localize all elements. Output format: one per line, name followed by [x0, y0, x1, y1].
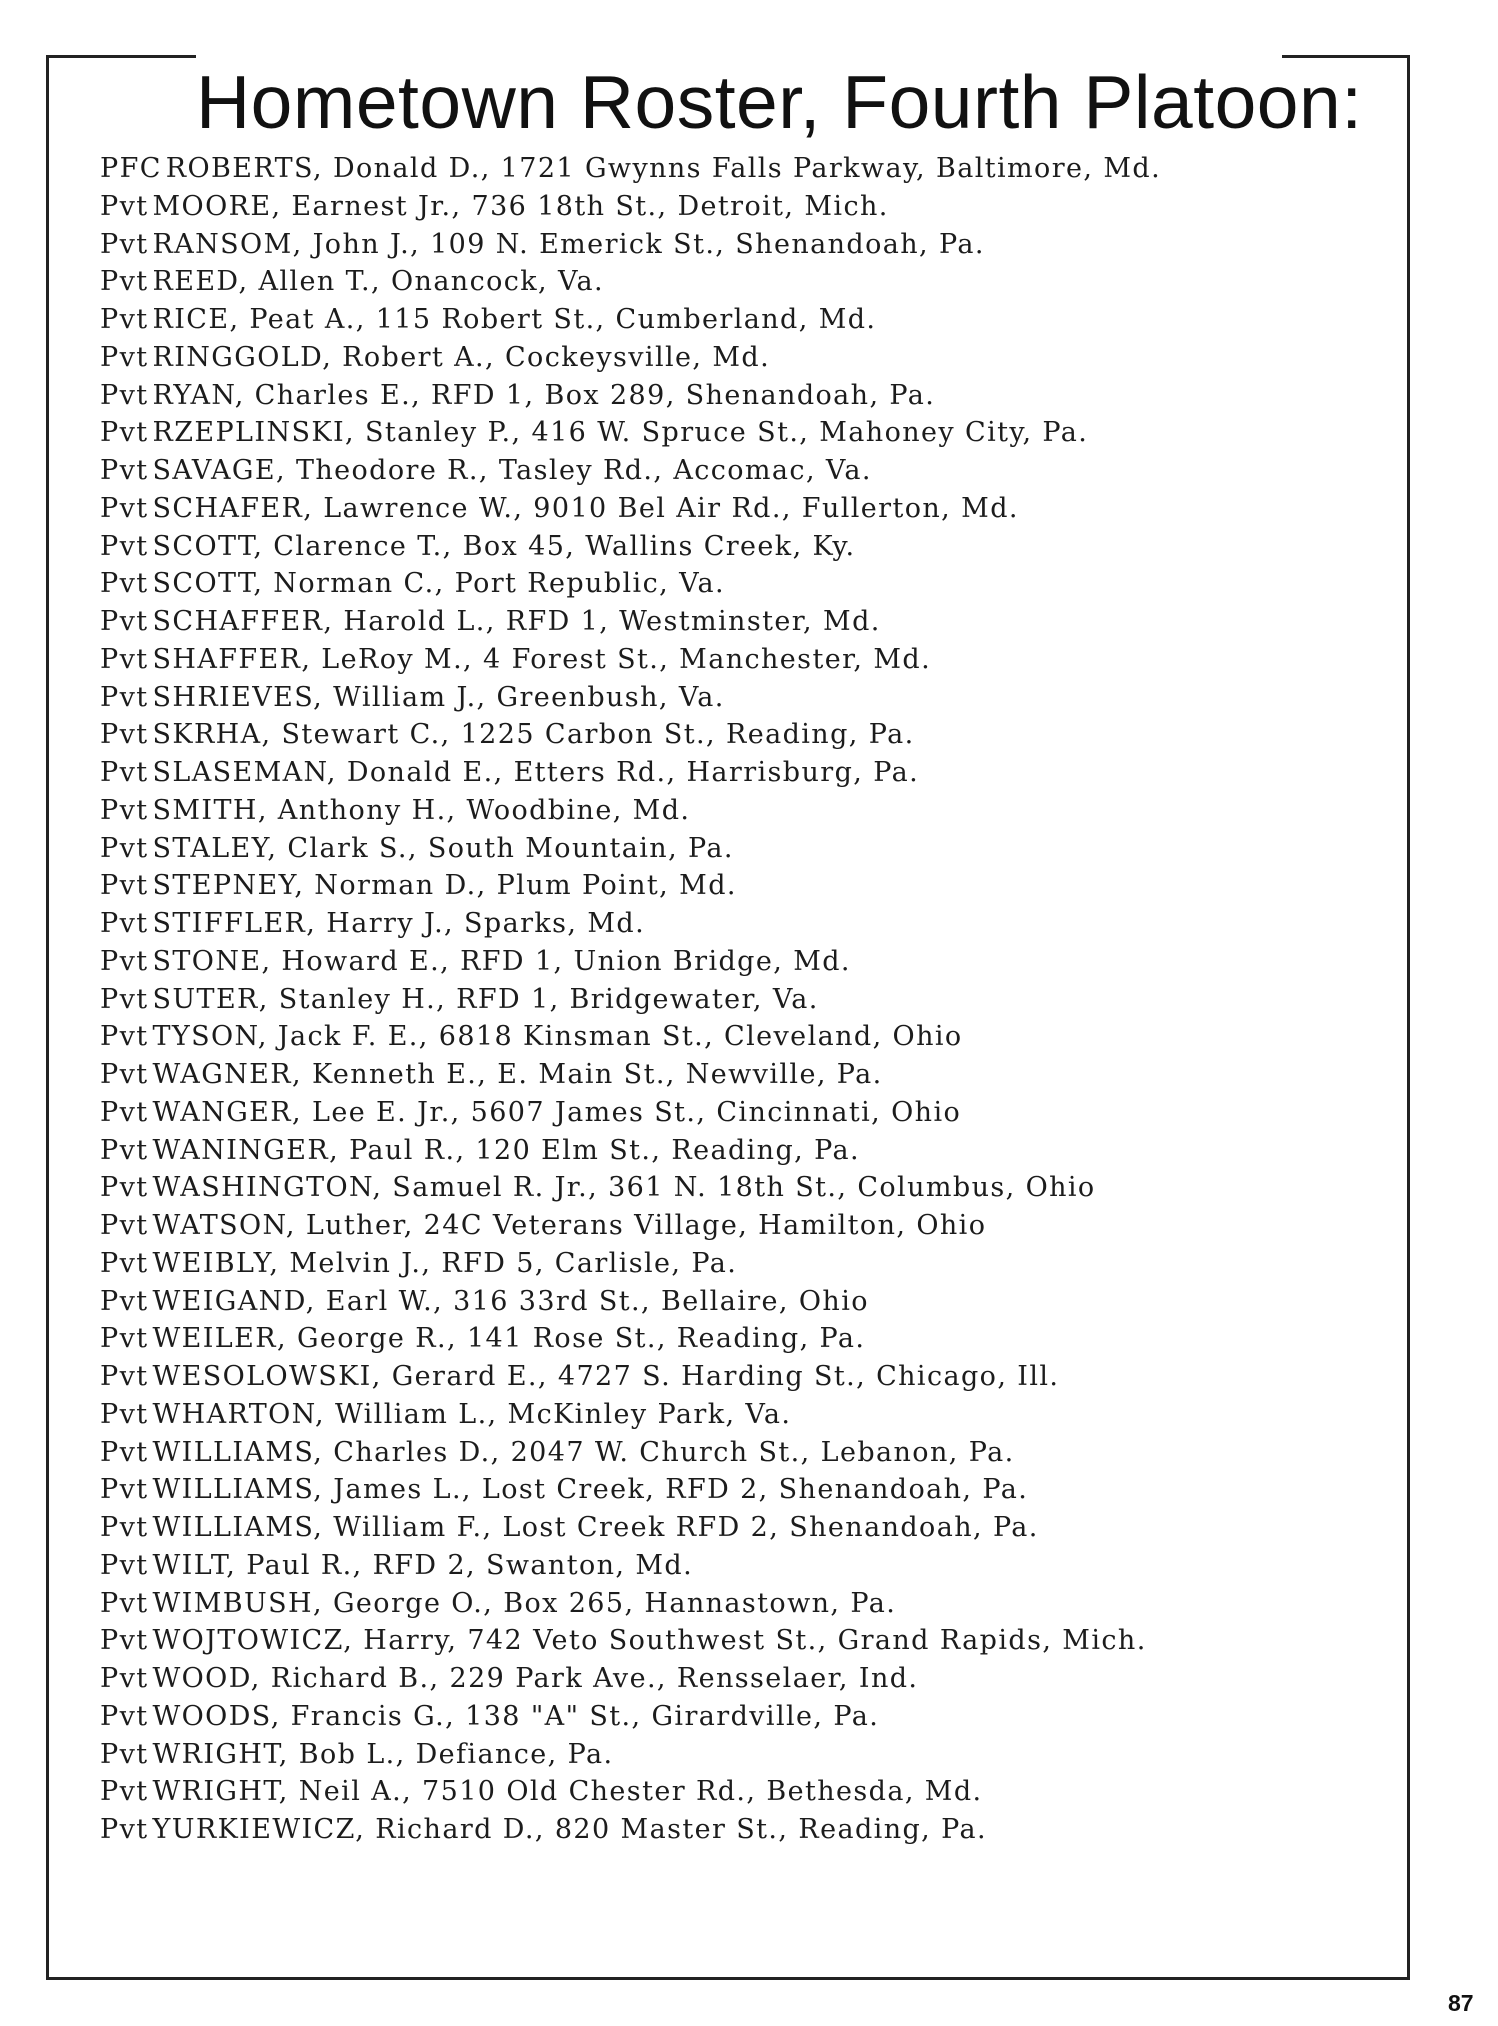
roster-entry: [100, 754, 1390, 792]
rank-label: Pvt: [100, 1549, 149, 1581]
rank-label: Pvt: [100, 1814, 149, 1845]
roster-entry: [100, 716, 1390, 754]
rank-label: Pvt: [100, 266, 149, 298]
soldier-name-address: WANGER, Lee E. Jr., 5607 James St., Cincinnati, Ohio: [152, 1096, 962, 1128]
rank-label: Pvt: [100, 190, 149, 222]
rank-label: Pvt: [100, 606, 149, 637]
rank-label: Pvt: [100, 1285, 149, 1317]
soldier-name-address: STONE, Howard E., RFD 1, Union Bridge, Md.: [152, 945, 851, 977]
rank-label: Pvt: [100, 417, 149, 449]
roster-entry: [100, 1698, 1390, 1736]
roster-entry: [100, 1736, 1390, 1774]
soldier-name-address: WEIBLY, Melvin J., RFD 5, Carlisle, Pa.: [152, 1247, 738, 1279]
rank-label: Pvt: [100, 1323, 149, 1355]
soldier-name-address: WOJTOWICZ, Harry, 742 Veto Southwest St., Grand Rapids, Mich.: [152, 1625, 1147, 1657]
roster-entry: [100, 905, 1390, 943]
soldier-name-address: STIFFLER, Harry J., Sparks, Md.: [152, 908, 646, 939]
rank-label: Pvt: [100, 568, 149, 600]
rank-label: Pvt: [100, 1436, 149, 1468]
roster-entry: [100, 1056, 1390, 1094]
roster-entry: [100, 830, 1390, 868]
soldier-name-address: WEIGAND, Earl W., 316 33rd St., Bellaire, Ohio: [152, 1285, 869, 1317]
roster-entry: [100, 1018, 1390, 1056]
soldier-name-address: SCHAFER, Lawrence W., 9010 Bel Air Rd., Fullerton, Md.: [152, 492, 1019, 524]
roster-entry: [100, 1132, 1390, 1170]
rank-label: PFC: [100, 153, 162, 184]
soldier-name-address: REED, Allen T., Onancock, Va.: [152, 266, 604, 298]
roster-entry: [100, 263, 1390, 301]
soldier-name-address: WILT, Paul R., RFD 2, Swanton, Md.: [152, 1549, 694, 1581]
rank-label: Pvt: [100, 1210, 149, 1241]
roster-entry: [100, 339, 1390, 377]
roster-entry: [100, 226, 1390, 264]
roster-entry: [100, 1207, 1390, 1245]
roster-entry: [100, 150, 1390, 188]
rank-label: Pvt: [100, 681, 149, 713]
roster-entry: [100, 1811, 1390, 1849]
rank-label: Pvt: [100, 832, 149, 864]
soldier-name-address: WHARTON, William L., McKinley Park, Va.: [152, 1398, 792, 1430]
page-number: 87: [1448, 1990, 1474, 2016]
soldier-name-address: RICE, Peat A., 115 Robert St., Cumberland, Md.: [152, 304, 877, 335]
roster-entry: [100, 981, 1390, 1019]
soldier-name-address: WESOLOWSKI, Gerard E., 4727 S. Harding St., Chicago, Ill.: [152, 1361, 1060, 1392]
soldier-name-address: WIMBUSH, George O., Box 265, Hannastown, Pa.: [152, 1587, 897, 1619]
roster-entry: [100, 641, 1390, 679]
roster-entry: [100, 792, 1390, 830]
roster-entry: [100, 377, 1390, 415]
roster-entry: [100, 188, 1390, 226]
rank-label: Pvt: [100, 1700, 149, 1732]
soldier-name-address: MOORE, Earnest Jr., 736 18th St., Detroit, Mich.: [152, 190, 889, 222]
roster-entry: [100, 1773, 1390, 1811]
soldier-name-address: SUTER, Stanley H., RFD 1, Bridgewater, Va.: [152, 983, 819, 1015]
roster-entry: [100, 1471, 1390, 1509]
rank-label: Pvt: [100, 1625, 149, 1657]
soldier-name-address: STEPNEY, Norman D., Plum Point, Md.: [152, 870, 737, 902]
rank-label: Pvt: [100, 870, 149, 902]
rank-label: Pvt: [100, 719, 149, 751]
rank-label: Pvt: [100, 1663, 149, 1694]
soldier-name-address: YURKIEWICZ, Richard D., 820 Master St., Reading, Pa.: [152, 1814, 987, 1845]
roster-entry: [100, 679, 1390, 717]
rank-label: Pvt: [100, 341, 149, 373]
rank-label: Pvt: [100, 1247, 149, 1279]
rank-label: Pvt: [100, 1096, 149, 1128]
roster-entry: [100, 943, 1390, 981]
soldier-name-address: SKRHA, Stewart C., 1225 Carbon St., Reading, Pa.: [152, 719, 915, 751]
rank-label: Pvt: [100, 1512, 149, 1543]
soldier-name-address: RINGGOLD, Robert A., Cockeysville, Md.: [152, 341, 771, 373]
roster-entry: [100, 603, 1390, 641]
soldier-name-address: RANSOM, John J., 109 N. Emerick St., Shenandoah, Pa.: [152, 228, 985, 260]
roster-entry: [100, 490, 1390, 528]
soldier-name-address: RZEPLINSKI, Stanley P., 416 W. Spruce St., Mahoney City, Pa.: [152, 417, 1089, 449]
roster-entry: [100, 1245, 1390, 1283]
soldier-name-address: WAGNER, Kenneth E., E. Main St., Newville, Pa.: [152, 1059, 883, 1090]
roster-entry: [100, 528, 1390, 566]
soldier-name-address: STALEY, Clark S., South Mountain, Pa.: [152, 832, 734, 864]
roster-entry: [100, 1585, 1390, 1623]
rank-label: Pvt: [100, 757, 149, 788]
roster-entry: [100, 1283, 1390, 1321]
roster-entry: [100, 1169, 1390, 1207]
rank-label: Pvt: [100, 304, 149, 335]
soldier-name-address: WOOD, Richard B., 229 Park Ave., Rensselaer, Ind.: [152, 1663, 919, 1694]
roster-entry: [100, 1094, 1390, 1132]
roster-entry: [100, 301, 1390, 339]
rank-label: Pvt: [100, 794, 149, 826]
rank-label: Pvt: [100, 1172, 149, 1204]
roster-entry: [100, 414, 1390, 452]
rank-label: Pvt: [100, 945, 149, 977]
soldier-name-address: WEILER, George R., 141 Rose St., Reading, Pa.: [152, 1323, 866, 1355]
soldier-name-address: WATSON, Luther, 24C Veterans Village, Hamilton, Ohio: [152, 1210, 987, 1241]
soldier-name-address: WILLIAMS, William F., Lost Creek RFD 2, Shenandoah, Pa.: [152, 1512, 1039, 1543]
soldier-name-address: SMITH, Anthony H., Woodbine, Md.: [152, 794, 691, 826]
soldier-name-address: SHAFFER, LeRoy M., 4 Forest St., Manchester, Md.: [152, 643, 932, 675]
rank-label: Pvt: [100, 983, 149, 1015]
soldier-name-address: WILLIAMS, Charles D., 2047 W. Church St., Lebanon, Pa.: [152, 1436, 1015, 1468]
rank-label: Pvt: [100, 530, 149, 562]
soldier-name-address: WRIGHT, Bob L., Defiance, Pa.: [152, 1738, 614, 1770]
rank-label: Pvt: [100, 228, 149, 260]
rank-label: Pvt: [100, 1398, 149, 1430]
roster-entry: [100, 1660, 1390, 1698]
soldier-name-address: WANINGER, Paul R., 120 Elm St., Reading, Pa.: [152, 1134, 860, 1166]
roster-entry: [100, 1358, 1390, 1396]
soldier-name-address: WRIGHT, Neil A., 7510 Old Chester Rd., Bethesda, Md.: [152, 1776, 983, 1808]
soldier-name-address: SLASEMAN, Donald E., Etters Rd., Harrisburg, Pa.: [152, 757, 920, 788]
soldier-name-address: SCHAFFER, Harold L., RFD 1, Westminster, Md.: [152, 606, 881, 637]
roster-entry: [100, 1509, 1390, 1547]
rank-label: Pvt: [100, 455, 149, 486]
soldier-name-address: SCOTT, Norman C., Port Republic, Va.: [152, 568, 725, 600]
rank-label: Pvt: [100, 492, 149, 524]
soldier-name-address: WOODS, Francis G., 138 "A" St., Girardville, Pa.: [152, 1700, 880, 1732]
soldier-name-address: TYSON, Jack F. E., 6818 Kinsman St., Cleveland, Ohio: [152, 1021, 963, 1053]
soldier-name-address: RYAN, Charles E., RFD 1, Box 289, Shenandoah, Pa.: [152, 379, 936, 411]
rank-label: Pvt: [100, 1059, 149, 1090]
rank-label: Pvt: [100, 908, 149, 939]
roster-entry: [100, 1547, 1390, 1585]
rank-label: Pvt: [100, 1587, 149, 1619]
roster-entry: [100, 1396, 1390, 1434]
rank-label: Pvt: [100, 1021, 149, 1053]
soldier-name-address: WILLIAMS, James L., Lost Creek, RFD 2, Shenandoah, Pa.: [152, 1474, 1029, 1506]
rank-label: Pvt: [100, 1361, 149, 1392]
soldier-name-address: SAVAGE, Theodore R., Tasley Rd., Accomac, Va.: [152, 455, 872, 486]
rank-label: Pvt: [100, 1776, 149, 1808]
rank-label: Pvt: [100, 643, 149, 675]
rank-label: Pvt: [100, 379, 149, 411]
roster-list: [100, 150, 1390, 1849]
rank-label: Pvt: [100, 1738, 149, 1770]
roster-entry: [100, 1434, 1390, 1472]
soldier-name-address: WASHINGTON, Samuel R. Jr., 361 N. 18th St., Columbus, Ohio: [152, 1172, 1096, 1204]
soldier-name-address: ROBERTS, Donald D., 1721 Gwynns Falls Parkway, Baltimore, Md.: [165, 153, 1162, 184]
roster-entry: [100, 1320, 1390, 1358]
rank-label: Pvt: [100, 1134, 149, 1166]
roster-entry: [100, 565, 1390, 603]
roster-entry: [100, 1622, 1390, 1660]
page-title: Hometown Roster, Fourth Platoon:: [196, 60, 1363, 145]
roster-entry: [100, 452, 1390, 490]
rank-label: Pvt: [100, 1474, 149, 1506]
soldier-name-address: SCOTT, Clarence T., Box 45, Wallins Creek, Ky.: [152, 530, 856, 562]
roster-entry: [100, 867, 1390, 905]
soldier-name-address: SHRIEVES, William J., Greenbush, Va.: [152, 681, 725, 713]
